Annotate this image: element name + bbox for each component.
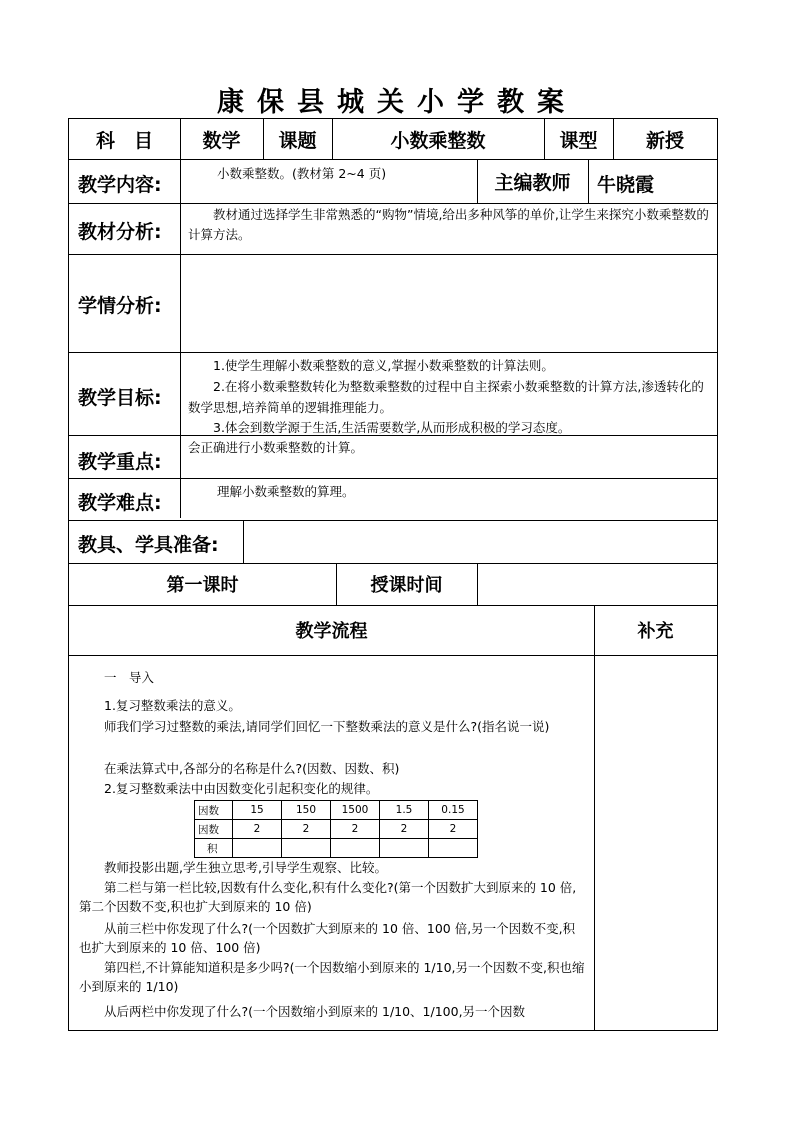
table-cell: 1.5 [380, 801, 429, 820]
lesson-plan-table [68, 118, 718, 1031]
content-label: 教学内容: [78, 174, 162, 196]
table-cell: 0.15 [429, 801, 478, 820]
content-value: 小数乘整数。(教材第 2~4 页) [217, 166, 387, 181]
flow-paragraph: 1.复习整数乘法的意义。 [104, 698, 241, 713]
difficulty-label: 教学难点: [78, 492, 162, 514]
editor-value: 牛晓霞 [597, 174, 655, 196]
student-label: 学情分析: [78, 295, 162, 317]
analysis-label: 教材分析: [78, 221, 162, 243]
table-cell: 2 [429, 820, 478, 839]
topic-label: 课题 [278, 129, 317, 152]
flow-paragraph: 2.复习整数乘法中由因数变化引起积变化的规律。 [104, 781, 379, 796]
subject-value: 数学 [202, 129, 241, 152]
flow-paragraph: 从后两栏中你发现了什么?(一个因数缩小到原来的 1/10、1/100,另一个因数 [104, 1004, 526, 1019]
key-label: 教学重点: [78, 451, 162, 473]
flow-paragraph: 师我们学习过整数的乘法,请同学们回忆一下整数乘法的意义是什么?(指名说一说) [104, 719, 550, 734]
supplement-header: 补充 [637, 621, 674, 642]
time-label: 授课时间 [370, 575, 443, 596]
table-cell: 2 [282, 820, 331, 839]
table-cell: 2 [380, 820, 429, 839]
section-heading: 一 导入 [104, 670, 155, 685]
flow-paragraph: 第二栏与第一栏比较,因数有什么变化,积有什么变化?(第一个因数扩大到原来的 10 倍,第二个因数不变,积也扩大到原来的 10 倍) [79, 880, 577, 914]
table-cell [429, 839, 478, 858]
table-cell [380, 839, 429, 858]
table-cell: 1500 [331, 801, 380, 820]
goal-item: 3.体会到数学源于生活,生活需要数学,从而形成积极的学习态度。 [213, 420, 571, 435]
flow-paragraph: 教师投影出题,学生独立思考,引导学生观察、比较。 [104, 860, 387, 875]
page-title: 康保县城关小学教案 [217, 87, 577, 118]
factor-table [194, 800, 478, 858]
table-cell: 2 [331, 820, 380, 839]
table-cell [331, 839, 380, 858]
flow-paragraph: 在乘法算式中,各部分的名称是什么?(因数、因数、积) [104, 761, 400, 776]
analysis-value: 教材通过选择学生非常熟悉的“购物”情境,给出多种风筝的单价,让学生来探究小数乘整数的计算方法。 [188, 207, 709, 242]
flow-paragraph: 第四栏,不计算能知道积是多少吗?(一个因数缩小到原来的 1/10,另一个因数不变,积也缩小到原来的 1/10) [79, 960, 585, 994]
table-cell: 15 [233, 801, 282, 820]
table-row-label: 因数 [195, 801, 233, 820]
flow-paragraph: 从前三栏中你发现了什么?(一个因数扩大到原来的 10 倍、100 倍,另一个因数不变,积也扩大到原来的 10 倍、100 倍) [79, 921, 576, 955]
table-cell: 150 [282, 801, 331, 820]
table-row-label: 因数 [195, 820, 233, 839]
type-label: 课型 [559, 129, 598, 152]
editor-label: 主编教师 [494, 171, 571, 194]
goals-label: 教学目标: [78, 387, 162, 409]
table-cell: 2 [233, 820, 282, 839]
topic-value: 小数乘整数 [390, 129, 486, 152]
goal-item: 2.在将小数乘整数转化为整数乘整数的过程中自主探索小数乘整数的计算方法,渗透转化的数学思想,培养简单的逻辑推理能力。 [188, 379, 704, 415]
table-row-label: 积 [195, 839, 233, 858]
goal-item: 1.使学生理解小数乘整数的意义,掌握小数乘整数的计算法则。 [213, 358, 554, 373]
table-cell [282, 839, 331, 858]
type-value: 新授 [645, 129, 684, 152]
key-value: 会正确进行小数乘整数的计算。 [188, 440, 364, 455]
table-cell [233, 839, 282, 858]
lesson-label: 第一课时 [166, 575, 239, 596]
subject-label: 科 目 [95, 129, 153, 152]
tools-label: 教具、学具准备: [78, 534, 219, 556]
flow-header: 教学流程 [295, 621, 368, 642]
difficulty-value: 理解小数乘整数的算理。 [217, 484, 355, 499]
